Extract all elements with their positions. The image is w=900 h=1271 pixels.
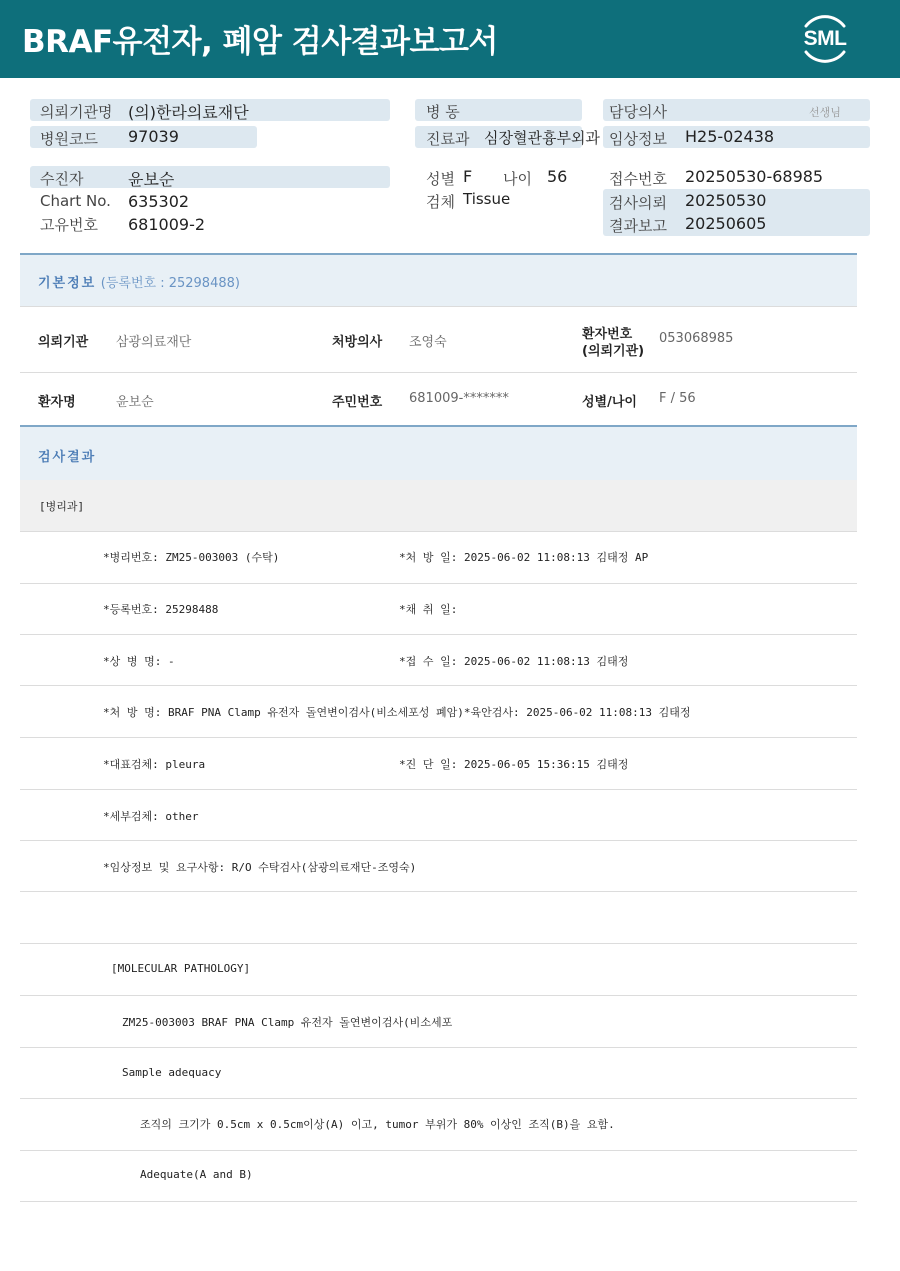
dept-value: 심장혈관흉부외과 [484,129,600,147]
unique-value: 681009-2 [128,215,206,234]
molecular-pathology-header: [MOLECULAR PATHOLOGY] [111,962,251,975]
unique-label: 고유번호 [40,216,98,234]
patient-pill [30,166,390,188]
divider [20,634,857,635]
report-title: BRAF유전자, 폐암 검사결과보고서 [22,24,498,60]
divider [20,531,857,532]
divider [20,306,857,307]
result-line-left: *등록번호: 25298488 [103,603,219,616]
request-label: 검사의뢰 [609,194,667,212]
result-line-left: *임상정보 및 요구사항: R/O 수탁검사(삼광의료재단-조영숙) [103,861,417,874]
basic-info-title: 기본정보 [38,276,97,291]
logo-text: SML [803,27,847,50]
inst-val: 삼광의료재단 [116,335,192,350]
chart-label: Chart No. [40,192,111,210]
pid-val: 053068985 [659,331,734,346]
institution-label: 의뢰기관명 [40,103,113,121]
presc-val: 조영숙 [409,335,447,350]
inst-key: 의뢰기관 [38,335,89,350]
sml-logo [796,12,854,66]
result-line-right: *진 단 일: 2025-06-05 15:36:15 김태정 [399,758,629,771]
specimen-value: Tissue [463,190,511,208]
result-line-right: *처 방 일: 2025-06-02 11:08:13 김태정 AP [399,551,649,564]
specimen-label: 검체 [426,193,455,211]
chart-value: 635302 [128,192,190,211]
divider [20,737,857,738]
result-line-left: *처 방 명: BRAF PNA Clamp 유전자 돌연변이검사(비소세포성 폐암)*육안검사: 2025-06-02 11:08:13 김태정 [103,706,691,719]
divider [20,685,857,686]
dept-label: 진료과 [426,130,470,148]
pid-key-1: 환자번호 [582,327,633,342]
molecular-line: ZM25-003003 BRAF PNA Clamp 유전자 돌연변이검사(비소세포 [122,1016,453,1029]
patient-value: 윤보순 [128,170,175,189]
ward-label: 병 동 [426,103,460,121]
result-line-left: *상 병 명: - [103,655,175,668]
age-value: 56 [547,167,568,186]
report-value: 20250605 [685,214,767,233]
result-line-right: *접 수 일: 2025-06-02 11:08:13 김태정 [399,655,629,668]
receipt-value: 20250530-68985 [685,167,824,186]
institution-value: (의)한라의료재단 [128,103,249,122]
clinical-label: 임상정보 [609,130,667,148]
age-label: 나이 [503,170,532,188]
divider [20,1047,857,1048]
divider [20,840,857,841]
name-key: 환자명 [38,395,76,410]
divider [20,943,857,944]
divider [20,1201,857,1202]
divider [20,995,857,996]
result-line-right: *채 취 일: [399,603,458,616]
adequacy-criteria: 조직의 크기가 0.5cm x 0.5cm이상(A) 이고, tumor 부위가 80% 이상인 조직(B)을 요함. [140,1118,615,1131]
result-line-left: *대표검체: pleura [103,758,206,771]
divider [20,1150,857,1151]
sex-value: F [463,167,473,186]
sex-label: 성별 [426,170,455,188]
presc-key: 처방의사 [332,335,383,350]
registration-number: (등록번호 : 25298488) [100,276,240,291]
patient-label: 수진자 [40,170,84,188]
doctor-label: 담당의사 [609,103,667,121]
adequacy-result: Adequate(A and B) [140,1168,253,1181]
dept-label: [병리과] [39,500,85,513]
divider [20,891,857,892]
pid-key-2: (의뢰기관) [582,344,645,359]
hospital-code-label: 병원코드 [40,130,98,148]
name-val: 윤보순 [116,395,154,410]
receipt-label: 접수번호 [609,170,667,188]
result-line-left: *세부검체: other [103,810,199,823]
divider [20,372,857,373]
divider [20,789,857,790]
hospital-code-value: 97039 [128,127,179,146]
results-header [20,425,857,480]
rrn-val: 681009-******* [409,391,509,406]
sexage-val: F / 56 [659,391,696,406]
divider [20,1098,857,1099]
sample-adequacy-label: Sample adequacy [122,1066,222,1079]
results-title: 검사결과 [38,450,97,465]
dept-band [20,480,857,531]
result-line-left: *병리번호: ZM25-003003 (수탁) [103,551,280,564]
sexage-key: 성별/나이 [582,395,637,410]
report-label: 결과보고 [609,217,667,235]
divider [20,583,857,584]
request-value: 20250530 [685,191,767,210]
rrn-key: 주민번호 [332,395,383,410]
doctor-suffix: 선생님 [809,106,841,119]
report-header [0,0,900,78]
clinical-value: H25-02438 [685,127,775,146]
basic-info-header [20,253,857,306]
